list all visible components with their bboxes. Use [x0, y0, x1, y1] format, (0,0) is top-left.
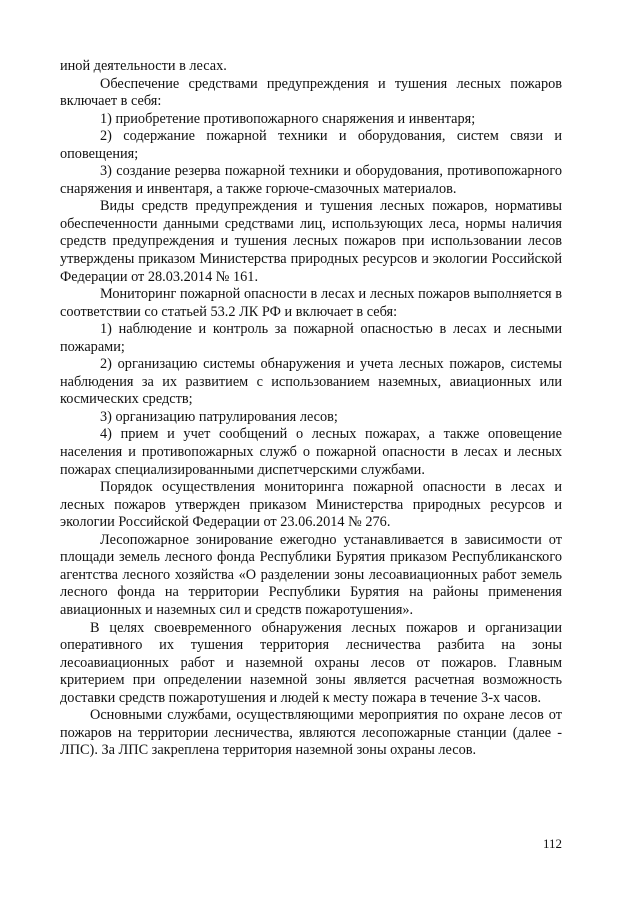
paragraph-order-276: Порядок осуществления мониторинга пожарной опасности в лесах и лесных пожаров утвержден приказом Министерства природных ресурсов и экологии Российской Федерации от 23.06.2014 № 276.	[60, 479, 562, 531]
monitoring-item-4: 4) прием и учет сообщений о лесных пожарах, а также оповещение населения и противопожарных служб о пожарной опасности в лесах и лесных пожарах специализированными диспетчерскими службами.	[60, 426, 562, 478]
monitoring-item-2: 2) организацию системы обнаружения и учета лесных пожаров, системы наблюдения за их развитием с использованием наземных, авиационных или космических средств;	[60, 356, 562, 408]
list-item-2: 2) содержание пожарной техники и оборудования, систем связи и оповещения;	[60, 128, 562, 162]
paragraph-detection-zones: В целях своевременного обнаружения лесных пожаров и организации оперативного их тушения территория лесничества разбита на зоны лесоавиационных работ и наземной охраны лесов от пожаров. Главным критерием при определении наземной зоны является расчетная возможность доставки средств пожаротушения и людей к месту пожара в течение 3-х часов.	[60, 619, 562, 706]
list-item-3: 3) создание резерва пожарной техники и оборудования, противопожарного снаряжения и инвентаря, а также горюче-смазочных материалов.	[60, 163, 562, 197]
page-number: 112	[542, 836, 562, 851]
document-body	[60, 58, 562, 760]
paragraph-monitoring-intro: Мониторинг пожарной опасности в лесах и лесных пожаров выполняется в соответствии со статьей 53.2 ЛК РФ и включает в себя:	[60, 286, 562, 320]
paragraph-order-161: Виды средств предупреждения и тушения лесных пожаров, нормативы обеспеченности данными средствами лиц, использующих леса, нормы наличия средств предупреждения и тушения лесных пожаров при использовании лесов утверждены приказом Министерства природных ресурсов и экологии Российской Федерации от 28.03.2014 № 161.	[60, 198, 562, 285]
paragraph-fire-stations: Основными службами, осуществляющими мероприятия по охране лесов от пожаров на территории лесничества, являются лесопожарные станции (далее - ЛПС). За ЛПС закреплена территория наземной зоны охраны лесов.	[60, 707, 562, 759]
monitoring-item-3: 3) организацию патрулирования лесов;	[100, 408, 338, 425]
list-item-1: 1) приобретение противопожарного снаряжения и инвентаря;	[100, 110, 476, 127]
monitoring-item-1: 1) наблюдение и контроль за пожарной опасностью в лесах и лесными пожарами;	[60, 321, 562, 355]
paragraph-zoning: Лесопожарное зонирование ежегодно устанавливается в зависимости от площади земель лесного фонда Республики Бурятия приказом Республиканского агентства лесного хозяйства «О разделении зоны лесоавиационных работ земель лесного фонда на территории Республики Бурятия на районы применения авиационных и наземных сил и средств пожаротушения».	[60, 531, 562, 618]
paragraph-fire-equipment-intro: Обеспечение средствами предупреждения и тушения лесных пожаров включает в себя:	[60, 75, 562, 110]
paragraph-continuation: иной деятельности в лесах.	[60, 58, 227, 74]
